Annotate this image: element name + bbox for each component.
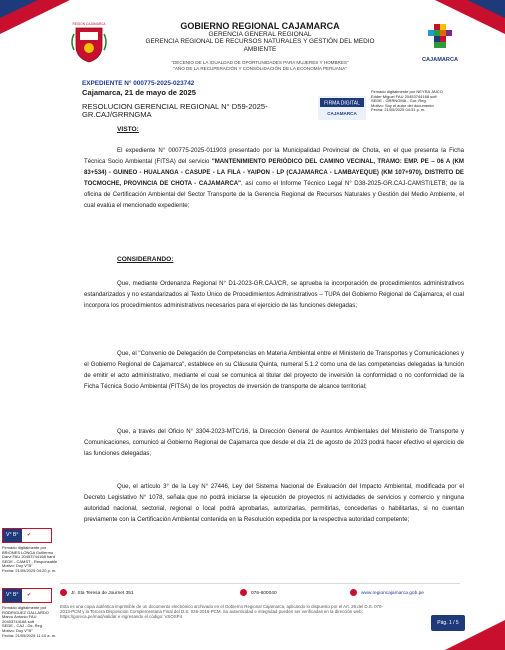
signature-block-1: Firmado digitalmente por BRIONES LONGA Guillermo Darvi FAU 20453744168 hard SEDE - CAMST - Responsable Motivo: Doy V°B° Fecha: 21/05/2025 04:20 p. m. xyxy=(2,545,58,573)
gerencia-regional-line2: AMBIENTE xyxy=(243,46,277,53)
resolution-line1: RESOLUCION GERENCIAL REGIONAL N° D59-2025- xyxy=(82,102,268,111)
paragraph-oficio: Que, a través del Oficio N° 3304-2023-MTC/16, la Dirección General de Asuntos Ambientales del Ministerio de Transporte y Comunicaciones, comunicó al Gobierno Regional de Cajamarca que desde el día 21 de agosto de 2023 podrá hacer efectivo el ejercicio de las funciones delegadas; xyxy=(84,428,464,457)
slogan-decenio: "DECENIO DE LA IGUALDAD DE OPORTUNIDADES PARA MUJERES Y HOMBRES" xyxy=(171,60,349,65)
authenticity-note: Esta es una copia auténtica imprimible de un documento electrónico archivado en el Gobierno Regional Cajamarca, aplicando lo dispuesto por el Art. 25 del D.S. 070-2013-PCM y la Tercera Disposición Complementaria Final del D.S. 026-2016-PCM. Su autenticidad e integridad pueden ser verificadas en la dirección web: https://goreca.pe/mad/validar e ingresando el código: VSOSP4 xyxy=(60,604,383,620)
gov-title: GOBIERNO REGIONAL CAJAMARCA xyxy=(180,21,340,31)
footer-divider xyxy=(60,583,460,584)
firma-digital-text: Firmado digitalmente por NEYRA JAICO Edder Miguel FAU 20453744168 soft SEDE - GRRNGMA - Gor. Reg. Motivo: Soy el autor del documento Fecha: 21/05/2025 04:31 p. m. xyxy=(371,89,443,113)
cajamarca-brand-logo xyxy=(420,22,460,62)
resolution-line2: GR.CAJ/GRRNGMA xyxy=(82,109,152,119)
expediente-number: EXPEDIENTE N° 000775-2025-023742 xyxy=(82,80,195,87)
paragraph-convenio: Que, el "Convenio de Delegación de Competencias en Materia Ambiental entre el Ministerio de Transportes y Comunicaciones y el Gobierno Regional de Cajamarca", establece en su Cláusula Quinta, numeral 5.1.2 como una de las competencias delegadas la función de emitir el acto administrativo, mediante el cual se comunica al titular del proyecto de inversión la conformidad o no conformidad de la Ficha Técnica Socio Ambiental (FITSA) de los proyectos de inversión de transporte de alcance territorial; xyxy=(84,350,464,390)
phone-icon xyxy=(240,589,247,596)
footer-address: Jr. Sta Teresa de Journet 351 xyxy=(60,589,134,596)
paragraph-visto: El expediente N° 000775-2025-011903 presentado por la Municipalidad Provincial de Chota, en el que presenta la Ficha Técnica Socio Ambiental (FITSA) del servicio "MANTENIMIENTO PERIÓDICO DEL CAMINO VECINAL, TRAMO: EMP. PE – 06 A (KM 83+534) - GUINEO - HUALANGA - CASUPE - LA FILA - YAIPON - LP (CAJAMARCA - LAMBAYEQUE) (KM 107+970), DISTRITO DE TOCMOCHE, PROVINCIA DE CHOTA - CAJAMARCA", así como el Informe Técnico Legal N° D38-2025-GR.CAJ-CAMST/LETB; de la oficina de Certificación Ambiental del Sector Transporte de la Gerencia Regional de Recursos Naturales y Gestión del Medio Ambiente, el cual evalúa el mencionado expediente; xyxy=(84,147,464,209)
gerencia-general: GERENCIA GENERAL REGIONAL xyxy=(208,31,312,38)
header-corner-left-inner xyxy=(0,0,38,18)
check-icon: ✔ xyxy=(26,532,32,538)
check-icon: ✔ xyxy=(26,592,32,598)
visto-heading: VISTO: xyxy=(117,126,139,133)
svg-text:FIRMA DIGITAL: FIRMA DIGITAL xyxy=(324,100,360,107)
paragraph-ley: Que, el artículo 3° de la Ley N° 27446, Ley del Sistema Nacional de Evaluación del Impacto Ambiental, modificada por el Decreto Legislativo N° 1078, señala que no podrá iniciarse la ejecución de proyectos ni actividades de servicios y comercio y ninguna autoridad nacional, sectorial, regional o local podrá aprobarlas, autorizarlas, permitirlas, concederlas o habilitarlas, si no cuentan previamente con la Certificación Ambiental contenida en la Resolución expedida por la respectiva autoridad competente; xyxy=(84,483,464,523)
firma-digital-stamp xyxy=(318,96,366,120)
header-corner-right-inner xyxy=(467,0,505,18)
page-indicator: Pág. 1 / 5 xyxy=(431,615,465,631)
gerencia-regional-line1: GERENCIA REGIONAL DE RECURSOS NATURALES Y GESTIÓN DEL MEDIO xyxy=(145,38,375,45)
brand-text: CAJAMARCA xyxy=(421,57,459,63)
considerando-heading: CONSIDERANDO: xyxy=(117,256,174,263)
svg-text:CAJAMARCA: CAJAMARCA xyxy=(327,111,357,116)
regional-seal xyxy=(70,20,108,64)
vb-badge-1: V° B° ✔ xyxy=(2,528,52,543)
svg-text:REGION CAJAMARCA: REGION CAJAMARCA xyxy=(72,22,106,26)
vb-badge-2: V° B° ✔ xyxy=(2,588,52,603)
footer-website[interactable]: www.regioncajamarca.gob.pe xyxy=(350,589,424,596)
document-date: Cajamarca, 21 de mayo de 2025 xyxy=(82,88,196,97)
footer-phone: 076-600040 xyxy=(240,589,277,596)
location-icon xyxy=(60,589,67,596)
slogan-anio: "AÑO DE LA RECUPERACIÓN Y CONSOLIDACIÓN DE LA ECONOMÍA PERUANA" xyxy=(173,66,347,71)
paragraph-ordenanza: Que, mediante Ordenanza Regional N° D1-2023-GR.CAJ/CR, se aprueba la incorporación de procedimientos administrativos estandarizados y no estandarizados al Texto Único de Procedimientos Administrativos – TUPA del Gobierno Regional de Cajamarca, el cual incorpora los procedimientos administrativos necesarios para el ejercicio de las funciones delegadas; xyxy=(84,280,464,309)
signature-block-2: Firmado digitalmente por RODRIGUEZ GALLARDO Marco Antonio FAU 20453744168 soft SEDE - CAJ - Dir. Reg. Motivo: Doy V°B° Fecha: 21/05/2025 11:10 a. m. xyxy=(2,605,57,638)
resolution-title xyxy=(82,103,322,118)
globe-icon xyxy=(350,589,357,596)
